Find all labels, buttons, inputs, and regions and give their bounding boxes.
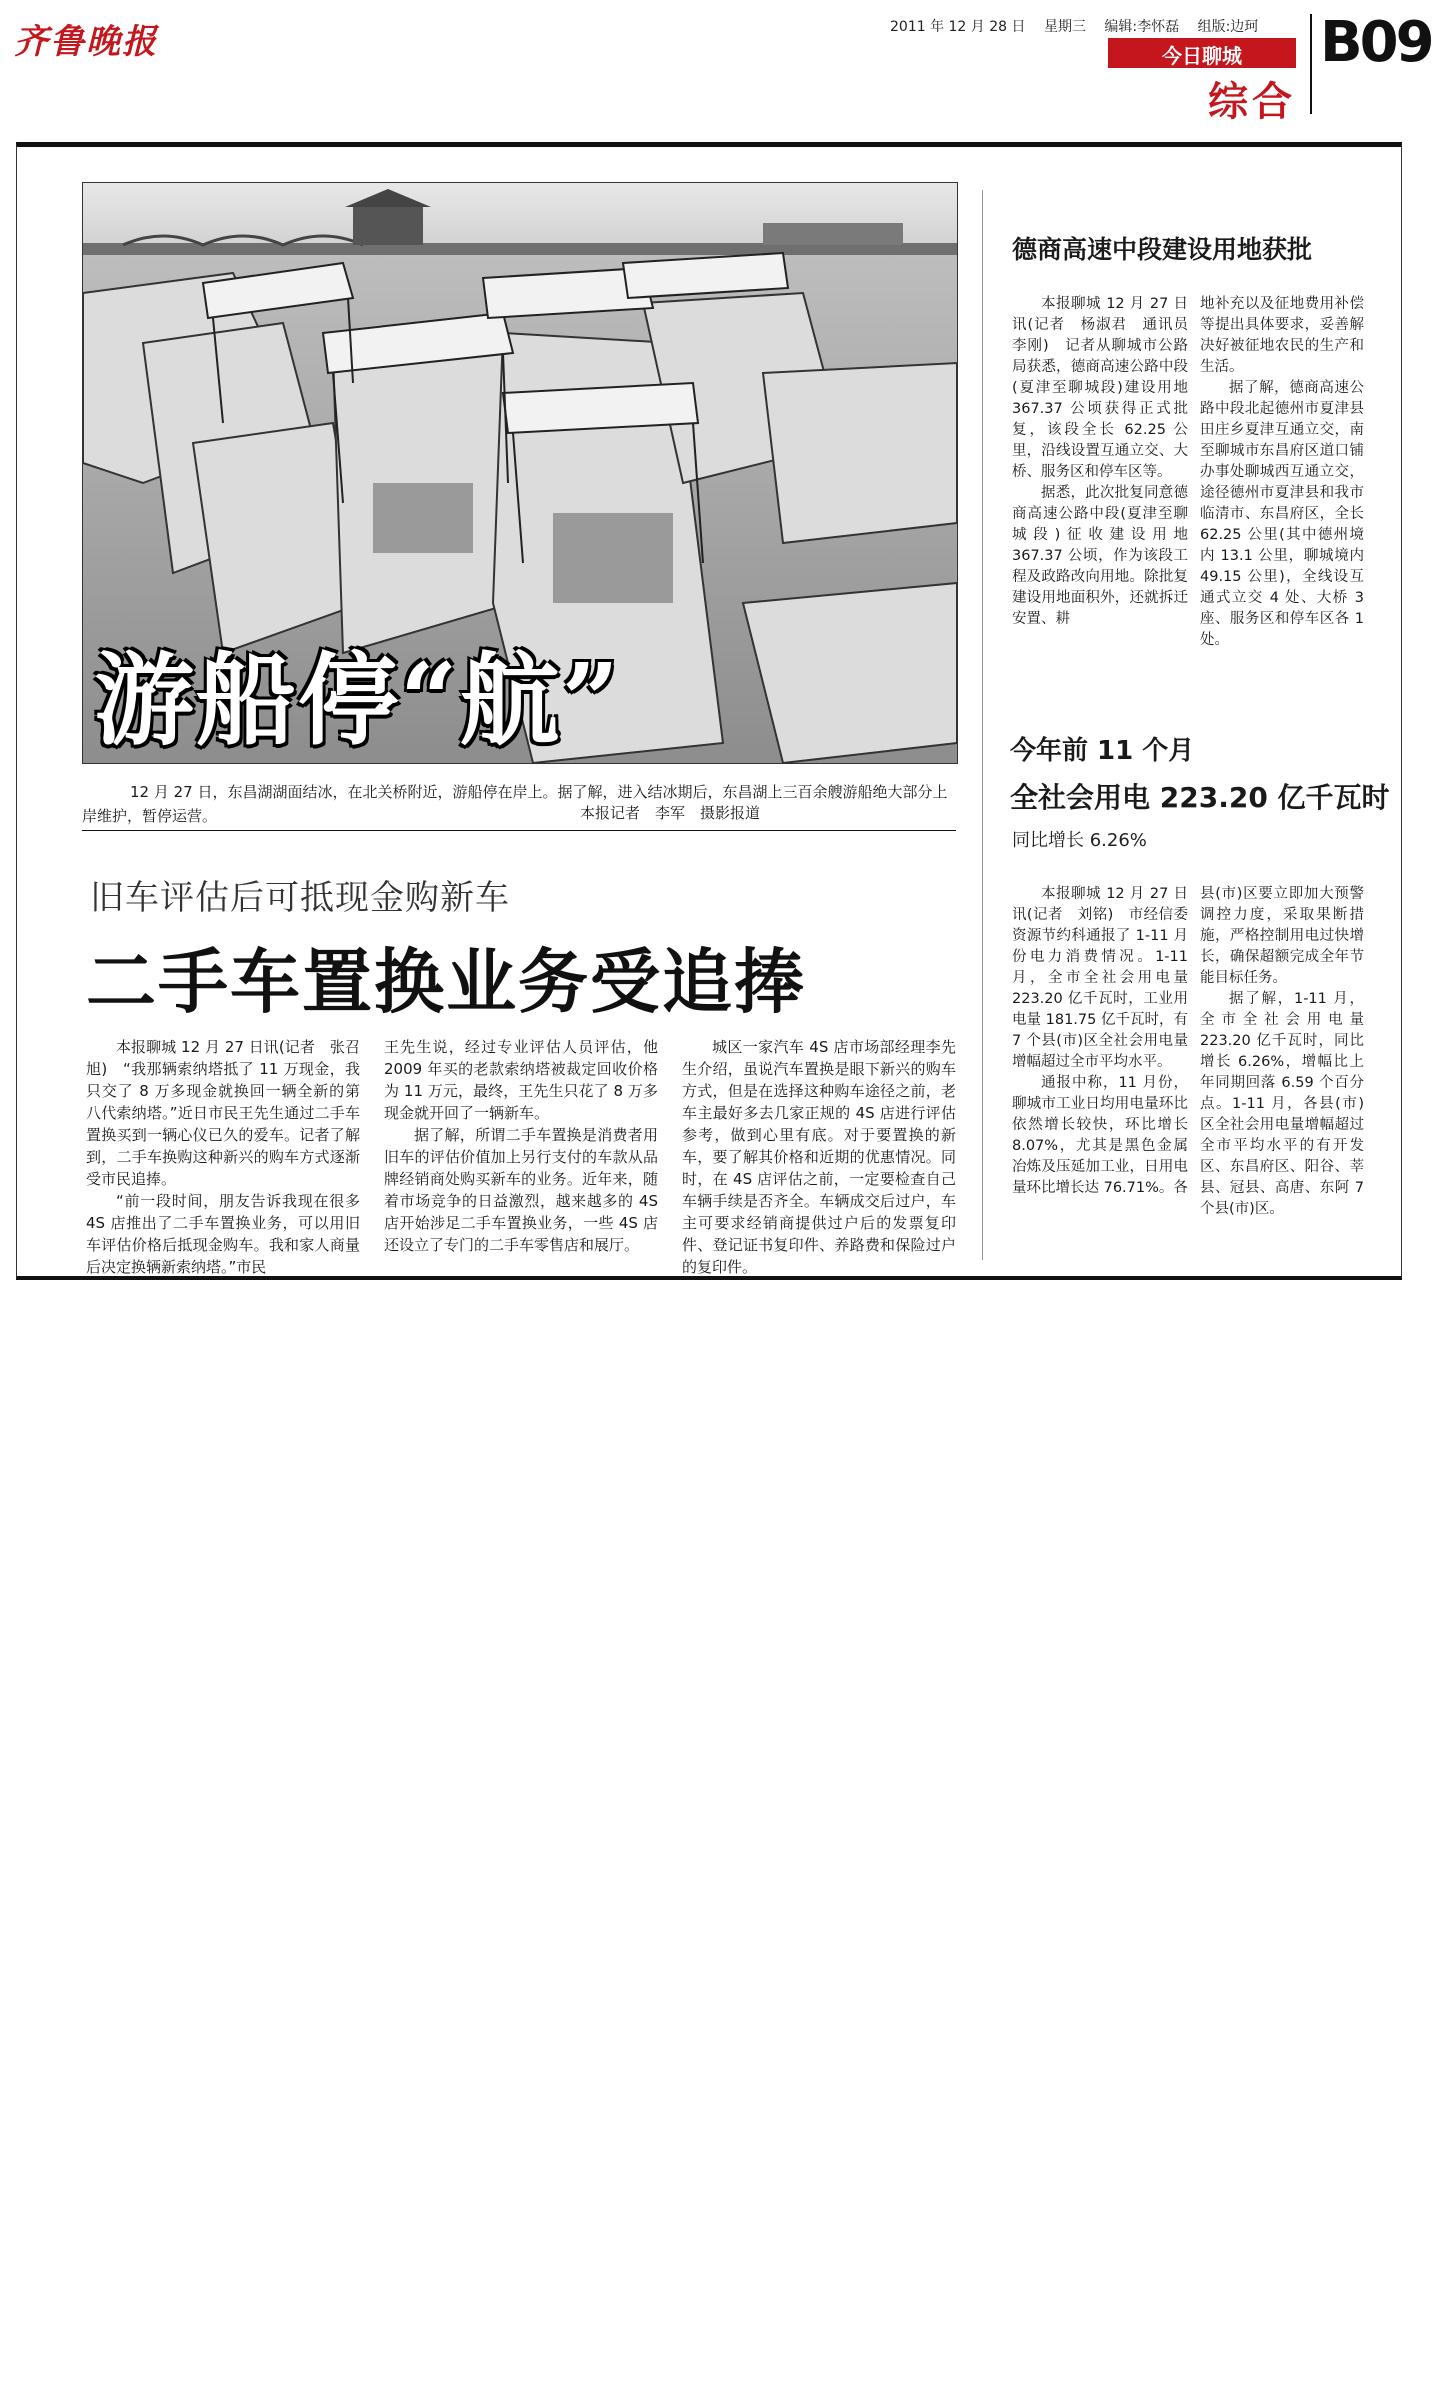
side-story-2-headline-line-2: 全社会用电 223.20 亿千瓦时: [1010, 781, 1390, 814]
dateline: [890, 16, 1272, 36]
issue-weekday: 星期三: [1043, 19, 1086, 35]
side-story-1-headline: 德商高速中段建设用地获批: [1012, 235, 1313, 264]
paragraph: 城区一家汽车 4S 店市场部经理李先生介绍，虽说汽车置换是眼下新兴的购车方式，但是在选择这种购车途径之前，老车主最好多去几家正规的 4S 店进行评估参考，做到心里有底。对于要置换的新车，要了解其价格和近期的优惠情况。同时，在 4S 店评估之前，一定要检查自己车辆手续是否齐全。车辆成交后过户，车主可要求经销商提供过户后的发票复印件、登记证书复印件、养路费和保险过户的复印件。: [682, 1038, 956, 1276]
photo-caption: 12 月 27 日，东昌湖湖面结冰，在北关桥附近，游船停在岸上。据了解，进入结冰期后，东昌湖上三百余艘游船绝大部分上岸维护，暂停运营。: [82, 783, 948, 825]
edition-label: 今日聊城: [1162, 44, 1242, 68]
paragraph: 本报聊城 12 月 27 日讯(记者 张召旭) “我那辆索纳塔抵了 11 万现金，我只交了 8 万多现金就换回一辆全新的第八代索纳塔。”近日市民王先生通过二手车置换买到一辆心仪已久的爱车。记者了解到，二手车换购这种新兴的购车方式逐渐受市民追捧。: [86, 1038, 360, 1188]
newspaper-logo: 齐鲁晚报: [14, 22, 158, 62]
main-story-kicker: 旧车评估后可抵现金购新车: [90, 878, 510, 918]
paragraph: 据悉，此次批复同意德商高速公路中段(夏津至聊城段)征收建设用地 367.37 公顷，作为该段工程及政路改向用地。除批复建设用地面积外，还就拆迁安置、耕: [1012, 485, 1188, 627]
side-story-2-subhead: 同比增长 6.26%: [1012, 830, 1147, 851]
page-number: B09: [1320, 10, 1432, 75]
designer-credit: 组版:边珂: [1197, 19, 1259, 35]
side-story-2-headline-line-1: 今年前 11 个月: [1010, 736, 1195, 766]
paragraph: 王先生说，经过专业评估人员评估，他 2009 年买的老款索纳塔被裁定回收价格为 11 万元，最终，王先生只花了 8 万多现金就开回了一辆新车。: [384, 1038, 658, 1122]
side-story-2-column-1: [1012, 884, 1188, 1199]
paragraph: 据了解，1-11 月，全市全社会用电量 223.20 亿千瓦时，同比增长 6.26%，增幅比上年同期回落 6.59 个百分点。1-11 月，各县(市)区全社会用电量增幅超过全市平均水平的有开发区、东昌府区、阳谷、莘县、冠县、高唐、东阿 7 个县(市)区。: [1200, 991, 1364, 1217]
photo-rule: [82, 830, 956, 831]
section-name: 综合: [1208, 79, 1296, 125]
paragraph: 地补充以及征地费用补偿等提出具体要求，妥善解决好被征地农民的生产和生活。: [1200, 296, 1364, 375]
issue-date: 2011 年 12 月 28 日: [890, 19, 1026, 35]
paragraph: 本报聊城 12 月 27 日讯(记者 杨淑君 通讯员 李刚) 记者从聊城市公路局获悉，德商高速公路中段(夏津至聊城段)建设用地 367.37 公顷获得正式批复，该段全长 62.25 公里，沿线设置互通立交、大桥、服务区和停车区等。: [1012, 296, 1203, 480]
paragraph: 据了解，德商高速公路中段北起德州市夏津县田庄乡夏津互通立交，南至聊城市东昌府区道口铺办事处聊城西互通立交，途径德州市夏津县和我市临清市、东昌府区，全长 62.25 公里(其中德州境内 13.1 公里，聊城境内 49.15 公里)，全线设互通式立交 4 处、大桥 3 座、服务区和停车区各 1 处。: [1200, 380, 1364, 648]
main-story-column-1: [86, 1036, 360, 1278]
side-story-1-column-2: [1200, 294, 1364, 651]
paragraph: 县(市)区要立即加大预警调控力度，采取果断措施，严格控制用电过快增长，确保超额完成全年节能目标任务。: [1200, 886, 1364, 986]
main-story-column-3: [682, 1036, 956, 1278]
main-story-headline: 二手车置换业务受追捧: [86, 940, 806, 1023]
masthead-divider: [1310, 14, 1312, 114]
paragraph: “前一段时间，朋友告诉我现在很多 4S 店推出了二手车置换业务，可以用旧车评估价格后抵现金购车。我和家人商量后决定换辆新索纳塔。”市民: [86, 1192, 360, 1276]
photo-credit: 本报记者 李军 摄影报道: [580, 804, 761, 822]
side-story-1-column-1: [1012, 294, 1203, 630]
paragraph: 本报聊城 12 月 27 日讯(记者 刘铭) 市经信委资源节约科通报了 1-11 月份电力消费情况。1-11 月，全市全社会用电量 223.20 亿千瓦时，工业用电量 181.75 亿千瓦时，有 7 个县(市)区全社会用电量增幅超过全市平均水平。: [1012, 886, 1188, 1070]
paragraph: 通报中称，11 月份，聊城市工业日均用电量环比依然增长较快，环比增长 8.07%，尤其是黑色金属冶炼及压延加工业，日用电量环比增长达 76.71%。各: [1012, 1075, 1188, 1196]
editor-credit: 编辑:李怀磊: [1104, 19, 1180, 35]
side-story-2-column-2: [1200, 884, 1364, 1220]
column-separator: [982, 190, 983, 1260]
main-story-column-2: [384, 1036, 658, 1256]
paragraph: 据了解，所谓二手车置换是消费者用旧车的评估价值加上另行支付的车款从品牌经销商处购买新车的业务。近年来，随着市场竞争的日益激烈，越来越多的 4S 店开始涉足二手车置换业务，一些 4S 店还设立了专门的二手车零售店和展厅。: [384, 1126, 658, 1254]
photo-title: 游船停“航”: [94, 641, 622, 759]
